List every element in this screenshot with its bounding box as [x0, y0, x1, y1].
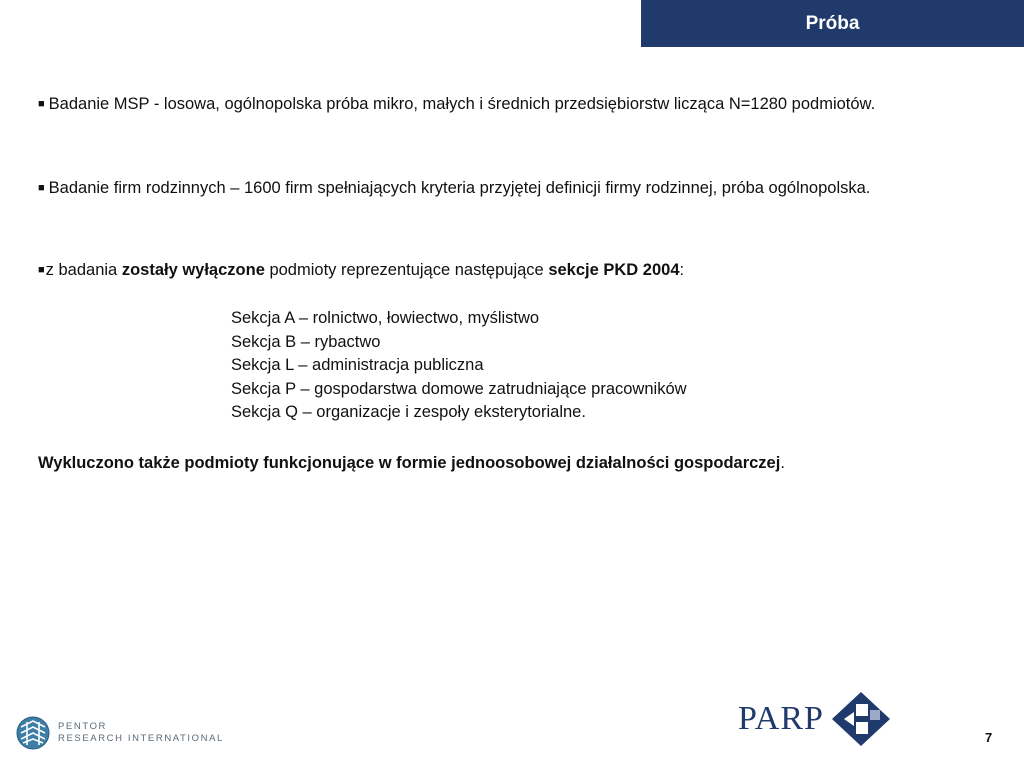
- pentor-line-1: PENTOR: [58, 721, 108, 732]
- pentor-logo: [16, 716, 224, 750]
- bullet-text-family-firms: Badanie firm rodzinnych – 1600 firm spełniających kryteria przyjętej definicji firmy rodzinnej, próba ogólnopolska.: [48, 179, 871, 197]
- excluded-text-post: :: [679, 261, 685, 279]
- list-item: Sekcja B – rybactwo: [231, 332, 381, 351]
- square-bullet-icon: ■: [38, 264, 45, 276]
- exclusion-note-post: .: [780, 454, 785, 472]
- parp-wordmark: PARP: [738, 700, 824, 737]
- pkd-sections-list: [231, 307, 687, 425]
- pentor-wordmark: [58, 721, 224, 745]
- excluded-text-bold1: zostały wyłączone: [121, 261, 265, 279]
- square-bullet-icon: ■: [38, 98, 45, 110]
- parp-logo: [738, 690, 892, 748]
- parp-arrow-diamond-icon: [830, 690, 892, 748]
- exclusion-note-bold: Wykluczono także podmioty funkcjonujące w formie jednoosobowej działalności gospodarczej: [38, 454, 781, 472]
- bullet-paragraph-excluded: [38, 258, 977, 282]
- bullet-paragraph-msp: [38, 92, 977, 116]
- page-number: 7: [985, 730, 993, 745]
- slide-title: Próba: [805, 12, 860, 34]
- exclusion-note: [38, 451, 785, 475]
- slide-title-bar: [641, 0, 1024, 47]
- pentor-globe-icon: [16, 716, 50, 750]
- excluded-text-pre: z badania: [45, 261, 122, 279]
- square-bullet-icon: ■: [38, 182, 45, 194]
- list-item: Sekcja Q – organizacje i zespoły eksterytorialne.: [231, 403, 586, 421]
- bullet-text-msp: Badanie MSP - losowa, ogólnopolska próba mikro, małych i średnich przedsiębiorstw licząca N=1280 podmiotów.: [48, 95, 876, 113]
- list-item: Sekcja A – rolnictwo, łowiectwo, myślistwo: [231, 309, 540, 327]
- excluded-text-mid: podmioty reprezentujące następujące: [264, 261, 549, 279]
- bullet-paragraph-family-firms: [38, 176, 977, 200]
- list-item: Sekcja L – administracja publiczna: [231, 356, 484, 374]
- pentor-line-2: RESEARCH INTERNATIONAL: [58, 733, 224, 744]
- list-item: Sekcja P – gospodarstwa domowe zatrudniające pracowników: [231, 379, 687, 398]
- excluded-text-bold2: sekcje PKD 2004: [548, 261, 680, 279]
